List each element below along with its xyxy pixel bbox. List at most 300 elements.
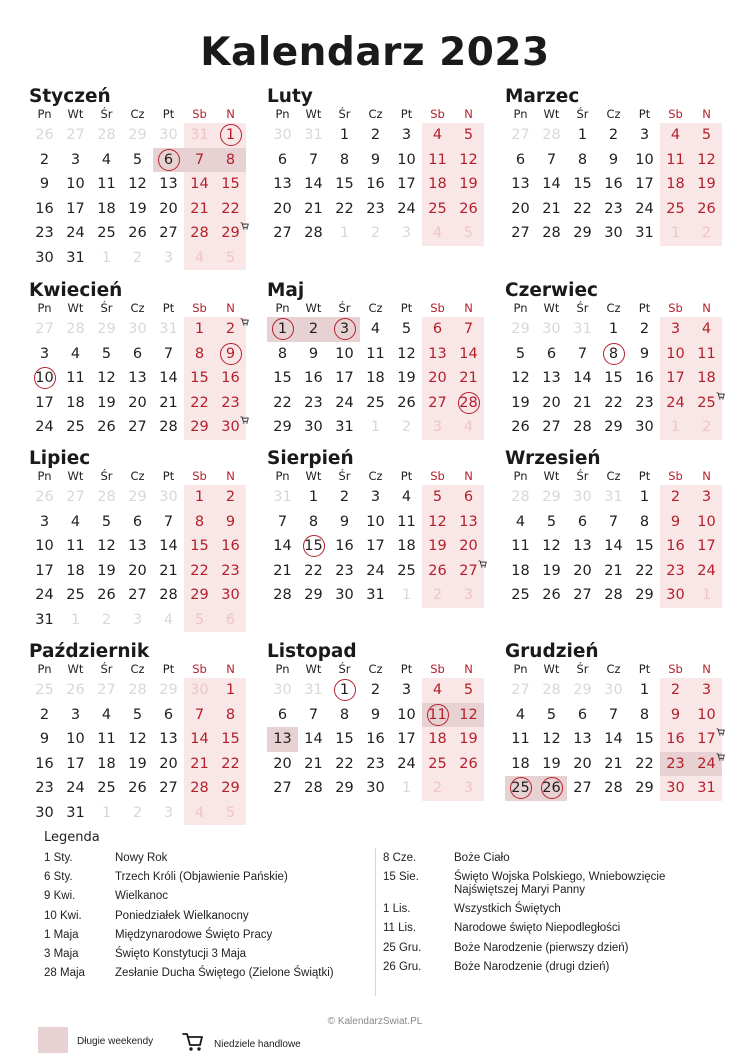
day-cell — [60, 415, 91, 440]
weekday-header — [29, 469, 245, 485]
day-number: 30 — [335, 587, 354, 603]
day-number: 24 — [366, 562, 385, 579]
day-number: 5 — [132, 706, 143, 723]
day-cell — [298, 559, 329, 584]
day-cell — [267, 559, 298, 584]
day-cell — [29, 583, 60, 608]
day-number: 16 — [635, 370, 654, 386]
day-number: 26 — [542, 587, 561, 603]
day-number: 11 — [397, 513, 416, 530]
day-number: 5 — [515, 345, 526, 362]
day-number: 14 — [573, 370, 592, 386]
day-number: 15 — [304, 538, 323, 554]
day-cell-adjacent-month — [567, 485, 598, 510]
day-cell — [267, 172, 298, 197]
day-cell-adjacent-month — [453, 221, 484, 246]
day-cell — [422, 752, 453, 777]
day-number: 11 — [511, 538, 530, 554]
legend-holiday-name: Międzynarodowe Święto Pracy — [115, 928, 273, 941]
day-cell — [422, 559, 453, 584]
day-number: 20 — [273, 755, 292, 772]
legend-holiday-name: Narodowe święto Niepodległości — [454, 922, 621, 935]
day-number: 13 — [128, 538, 147, 554]
day-number: 13 — [573, 538, 592, 554]
day-cell — [153, 172, 184, 197]
day-number: 12 — [97, 370, 116, 386]
day-cell — [153, 415, 184, 440]
day-cell — [329, 172, 360, 197]
holiday-circle — [458, 392, 480, 414]
day-number: 21 — [304, 755, 323, 772]
day-cell — [60, 534, 91, 559]
day-cell — [298, 752, 329, 777]
day-cell-adjacent-month — [536, 123, 567, 148]
day-number: 19 — [428, 538, 447, 554]
day-number: 12 — [542, 731, 561, 747]
day-number: 28 — [542, 127, 561, 143]
day-number: 30 — [366, 780, 385, 796]
day-number: 24 — [66, 225, 85, 241]
holiday-circle — [334, 679, 356, 701]
day-number: 14 — [604, 731, 623, 747]
day-cell — [29, 197, 60, 222]
day-number: 1 — [277, 321, 288, 337]
weekday-label: Pt — [162, 662, 175, 676]
weekday-label: Wt — [543, 662, 560, 676]
day-cell — [598, 391, 629, 416]
weekday-label: N — [464, 107, 473, 121]
day-number: 12 — [697, 151, 716, 168]
day-cell-adjacent-month — [267, 485, 298, 510]
day-cell — [422, 197, 453, 222]
day-cell — [215, 583, 246, 608]
day-cell — [505, 197, 536, 222]
weekday-label: Sb — [668, 301, 683, 315]
day-cell — [29, 172, 60, 197]
day-cell — [91, 148, 122, 173]
day-cell — [598, 172, 629, 197]
day-cell — [691, 559, 722, 584]
day-cell — [215, 752, 246, 777]
day-number: 15 — [221, 731, 240, 747]
day-cell — [360, 366, 391, 391]
day-number: 1 — [308, 489, 319, 505]
day-cell — [60, 246, 91, 271]
holiday-circle — [541, 777, 563, 799]
weekday-label: N — [702, 469, 711, 483]
weekday-label: Sb — [430, 469, 445, 483]
day-cell — [60, 172, 91, 197]
day-number: 26 — [97, 419, 116, 435]
day-cell — [660, 727, 691, 752]
day-number: 28 — [542, 682, 561, 698]
day-number: 8 — [194, 513, 205, 530]
day-number: 29 — [635, 780, 654, 796]
day-number: 9 — [670, 513, 681, 530]
day-cell — [60, 197, 91, 222]
month-name: Grudzień — [505, 641, 599, 662]
day-cell-adjacent-month — [91, 485, 122, 510]
day-number: 1 — [225, 127, 236, 143]
day-number: 22 — [604, 394, 623, 411]
day-cell — [122, 583, 153, 608]
day-number: 24 — [697, 562, 716, 579]
day-number: 9 — [225, 345, 236, 362]
day-number: 17 — [66, 755, 85, 772]
day-number: 17 — [397, 176, 416, 192]
day-number: 31 — [159, 321, 178, 337]
trading-sunday-label: Niedziele handlowe — [214, 1039, 301, 1050]
day-number: 3 — [39, 345, 50, 362]
day-cell-adjacent-month — [536, 678, 567, 703]
day-cell — [184, 366, 215, 391]
day-number: 26 — [128, 225, 147, 241]
day-cell — [153, 391, 184, 416]
day-number: 5 — [701, 127, 712, 143]
day-number: 26 — [397, 394, 416, 411]
day-cell — [422, 342, 453, 367]
legend-date: 9 Kwi. — [44, 890, 76, 903]
day-number: 21 — [304, 200, 323, 217]
day-number: 30 — [221, 587, 240, 603]
day-cell — [184, 172, 215, 197]
day-cell — [29, 703, 60, 728]
day-cell — [153, 752, 184, 777]
weekday-label: Sb — [192, 107, 207, 121]
day-number: 30 — [128, 321, 147, 337]
day-cell — [453, 197, 484, 222]
day-number: 7 — [608, 513, 619, 530]
day-cell — [391, 391, 422, 416]
day-cell — [536, 221, 567, 246]
day-number: 31 — [366, 587, 385, 603]
day-cell — [267, 221, 298, 246]
day-number: 19 — [128, 755, 147, 772]
day-number: 9 — [670, 706, 681, 723]
day-cell-adjacent-month — [122, 123, 153, 148]
weekday-label: Śr — [338, 662, 351, 676]
day-cell — [215, 172, 246, 197]
day-number: 12 — [542, 538, 561, 554]
day-number: 15 — [221, 176, 240, 192]
day-number: 26 — [66, 682, 85, 698]
day-number: 26 — [511, 419, 530, 435]
day-cell — [536, 342, 567, 367]
legend-title: Legenda — [44, 830, 100, 845]
long-weekend-label: Długie weekendy — [77, 1036, 154, 1047]
day-cell — [184, 510, 215, 535]
day-number: 23 — [635, 394, 654, 411]
day-number: 19 — [459, 176, 478, 192]
holiday-circle — [158, 149, 180, 171]
day-cell — [360, 752, 391, 777]
day-cell-adjacent-month — [60, 608, 91, 633]
day-number: 29 — [159, 682, 178, 698]
day-cell — [360, 197, 391, 222]
day-number: 3 — [163, 804, 174, 821]
day-cell — [91, 415, 122, 440]
day-number: 4 — [194, 804, 205, 821]
day-cell — [298, 342, 329, 367]
day-cell — [91, 510, 122, 535]
day-number: 12 — [511, 370, 530, 386]
day-number: 14 — [273, 538, 292, 554]
day-number: 2 — [101, 611, 112, 628]
day-cell — [267, 366, 298, 391]
day-number: 28 — [304, 780, 323, 796]
day-number: 8 — [225, 706, 236, 723]
day-cell — [360, 391, 391, 416]
day-cell-adjacent-month — [422, 583, 453, 608]
day-cell — [453, 485, 484, 510]
day-cell — [567, 391, 598, 416]
day-number: 27 — [66, 127, 85, 143]
legend-holiday-name: Wszystkich Świętych — [454, 903, 561, 916]
day-cell — [122, 752, 153, 777]
day-number: 25 — [511, 780, 530, 796]
month-5 — [267, 280, 483, 440]
day-cell — [536, 510, 567, 535]
day-number: 3 — [463, 587, 474, 603]
day-number: 20 — [128, 562, 147, 579]
day-cell — [91, 583, 122, 608]
month-name: Październik — [29, 641, 150, 662]
day-cell — [29, 801, 60, 826]
day-number: 7 — [308, 151, 319, 168]
day-cell — [122, 391, 153, 416]
weekday-label: Sb — [668, 469, 683, 483]
day-cell — [215, 510, 246, 535]
day-number: 29 — [190, 587, 209, 603]
day-number: 22 — [335, 200, 354, 217]
day-cell — [29, 221, 60, 246]
day-number: 21 — [190, 755, 209, 772]
day-number: 15 — [190, 538, 209, 554]
day-number: 2 — [370, 127, 381, 143]
day-number: 14 — [190, 176, 209, 192]
day-number: 13 — [459, 513, 478, 530]
day-cell — [298, 510, 329, 535]
weekday-label: Pt — [400, 107, 413, 121]
day-number: 5 — [225, 804, 236, 821]
day-number: 16 — [221, 370, 240, 386]
weekday-label: Pn — [37, 107, 52, 121]
day-cell — [567, 172, 598, 197]
day-cell-adjacent-month — [184, 678, 215, 703]
day-number: 2 — [132, 804, 143, 821]
legend-date: 25 Gru. — [383, 941, 422, 954]
day-number: 24 — [35, 419, 54, 435]
day-number: 27 — [573, 587, 592, 603]
day-cell — [598, 366, 629, 391]
weekday-label: Sb — [668, 107, 683, 121]
day-number: 1 — [225, 682, 236, 698]
day-number: 25 — [697, 394, 716, 411]
day-number: 10 — [366, 513, 385, 530]
day-cell — [122, 703, 153, 728]
day-cell-adjacent-month — [153, 485, 184, 510]
day-cell-adjacent-month — [505, 317, 536, 342]
day-number: 6 — [132, 345, 143, 362]
day-number: 1 — [577, 127, 588, 143]
day-number: 2 — [432, 587, 443, 603]
day-cell — [505, 221, 536, 246]
day-cell — [691, 510, 722, 535]
day-number: 12 — [428, 513, 447, 530]
day-cell — [422, 510, 453, 535]
day-number: 2 — [225, 321, 236, 337]
day-number: 17 — [35, 562, 54, 579]
day-cell-adjacent-month — [184, 123, 215, 148]
day-number: 30 — [604, 682, 623, 698]
day-number: 6 — [463, 489, 474, 505]
day-cell — [567, 197, 598, 222]
weekday-label: Cz — [368, 662, 383, 676]
day-number: 6 — [225, 611, 236, 628]
day-number: 28 — [511, 489, 530, 505]
day-number: 28 — [542, 225, 561, 241]
day-number: 19 — [542, 755, 561, 772]
day-cell — [122, 342, 153, 367]
day-cell — [215, 415, 246, 440]
legend-holiday-name: Boże Narodzenie (pierwszy dzień) — [454, 941, 629, 954]
weekday-label: Pt — [400, 469, 413, 483]
day-cell — [360, 776, 391, 801]
day-number: 18 — [511, 562, 530, 579]
day-number: 3 — [163, 249, 174, 266]
weekday-label: Cz — [368, 301, 383, 315]
day-number: 16 — [604, 176, 623, 192]
day-cell — [153, 583, 184, 608]
weekday-label: Pn — [513, 107, 528, 121]
day-number: 17 — [697, 731, 716, 747]
legend-date: 28 Maja — [44, 967, 85, 980]
day-cell-adjacent-month — [29, 123, 60, 148]
day-cell — [660, 703, 691, 728]
day-cell — [660, 559, 691, 584]
weekday-label: Pt — [162, 107, 175, 121]
day-cell — [598, 415, 629, 440]
day-cell — [184, 415, 215, 440]
day-cell — [505, 415, 536, 440]
day-number: 21 — [604, 562, 623, 579]
day-cell — [122, 415, 153, 440]
day-number: 1 — [194, 489, 205, 505]
day-number: 18 — [97, 200, 116, 217]
day-number: 28 — [604, 780, 623, 796]
day-cell — [215, 197, 246, 222]
day-number: 3 — [401, 225, 412, 241]
day-cell — [567, 752, 598, 777]
weekday-label: Wt — [305, 469, 322, 483]
legend-holiday-name: Nowy Rok — [115, 852, 168, 864]
day-cell — [360, 172, 391, 197]
day-number: 26 — [97, 587, 116, 603]
day-cell-adjacent-month — [298, 123, 329, 148]
day-cell-adjacent-month — [153, 608, 184, 633]
day-cell — [60, 221, 91, 246]
day-cell — [60, 752, 91, 777]
day-cell — [536, 559, 567, 584]
day-cell-adjacent-month — [391, 221, 422, 246]
day-number: 20 — [159, 200, 178, 217]
day-cell — [215, 703, 246, 728]
day-cell — [536, 197, 567, 222]
day-number: 7 — [308, 706, 319, 723]
weekday-label: Wt — [305, 301, 322, 315]
day-number: 7 — [546, 151, 557, 168]
day-cell — [422, 123, 453, 148]
day-cell — [122, 727, 153, 752]
day-cell — [329, 752, 360, 777]
weekday-header — [29, 107, 245, 123]
day-cell — [29, 776, 60, 801]
day-number: 24 — [635, 200, 654, 217]
day-number: 25 — [397, 562, 416, 579]
weekday-label: Pn — [37, 469, 52, 483]
day-number: 28 — [304, 225, 323, 241]
weekday-header — [505, 107, 721, 123]
day-cell — [153, 559, 184, 584]
day-cell — [691, 752, 722, 777]
day-cell — [536, 366, 567, 391]
day-cell-adjacent-month — [691, 583, 722, 608]
weekday-label: Cz — [606, 662, 621, 676]
day-cell — [91, 221, 122, 246]
weekday-label: N — [702, 301, 711, 315]
day-number: 30 — [273, 682, 292, 698]
day-number: 29 — [221, 780, 240, 796]
day-cell-adjacent-month — [122, 608, 153, 633]
month-name: Maj — [267, 280, 305, 301]
day-cell — [29, 727, 60, 752]
day-cell — [329, 123, 360, 148]
day-cell — [267, 752, 298, 777]
day-cell — [505, 366, 536, 391]
day-number: 15 — [335, 176, 354, 192]
day-number: 17 — [66, 200, 85, 217]
month-name: Luty — [267, 86, 313, 107]
weekday-label: Pt — [400, 301, 413, 315]
weekday-label: Wt — [67, 469, 84, 483]
day-number: 31 — [335, 419, 354, 435]
day-cell — [122, 197, 153, 222]
day-number: 11 — [428, 151, 447, 168]
day-number: 7 — [608, 706, 619, 723]
day-cell — [660, 197, 691, 222]
day-number: 14 — [304, 176, 323, 192]
day-number: 22 — [304, 562, 323, 579]
day-number: 19 — [542, 562, 561, 579]
day-cell — [453, 391, 484, 416]
day-number: 2 — [639, 321, 650, 337]
day-number: 25 — [366, 394, 385, 411]
day-cell — [60, 148, 91, 173]
day-number: 8 — [225, 151, 236, 168]
day-number: 9 — [39, 731, 50, 747]
weekday-label: N — [226, 301, 235, 315]
legend-holiday-name: Święto Konstytucji 3 Maja — [115, 947, 247, 960]
day-cell — [29, 510, 60, 535]
day-cell — [184, 703, 215, 728]
weekday-label: N — [464, 301, 473, 315]
day-cell — [536, 583, 567, 608]
day-cell-adjacent-month — [505, 485, 536, 510]
day-cell — [536, 148, 567, 173]
day-cell-adjacent-month — [122, 801, 153, 826]
legend-divider — [375, 848, 376, 996]
day-number: 26 — [542, 780, 561, 796]
